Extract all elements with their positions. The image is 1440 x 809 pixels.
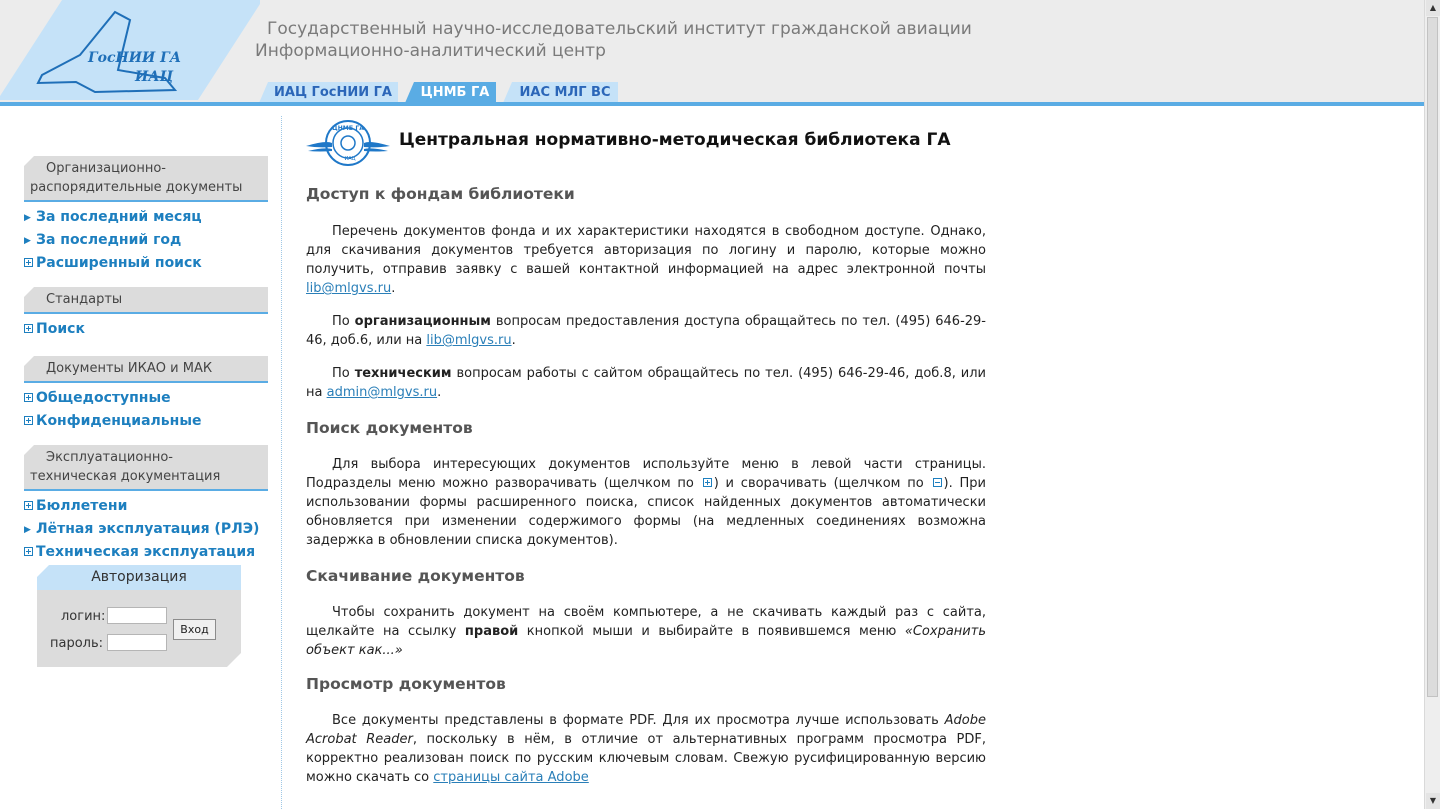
- tab-cnmb[interactable]: [414, 82, 496, 103]
- section-heading-view: Просмотр документов: [306, 675, 506, 693]
- gosnii-logo[interactable]: [0, 0, 260, 104]
- download-paragraph: Чтобы сохранить документ на своём компьютере, а не скачивать каждый раз с сайта, щелкайте на ссылку правой кнопкой мыши и выбирайте в появившемся меню «Сохранить объект как...»: [306, 605, 986, 658]
- plus-box-icon[interactable]: [24, 547, 33, 556]
- sidebar-item-tech-ops[interactable]: Техническая эксплуатация: [24, 541, 268, 564]
- sidebar-item-bulletins[interactable]: Бюллетени: [24, 495, 268, 518]
- arrow-right-icon: ▶: [24, 525, 31, 535]
- section-header: [24, 156, 268, 202]
- sidebar-item-public[interactable]: Общедоступные: [24, 387, 268, 410]
- adobe-link[interactable]: страницы сайта Adobe: [433, 770, 589, 785]
- access-paragraph-1: Перечень документов фонда и их характеристики находятся в свободном доступе. Однако, для скачивания документов требуется авторизация по логину и паролю, которые можно получить, отправив заявку с вашей контактной информацией на адрес электронной почты lib@mlgvs.ru.: [306, 224, 986, 296]
- cnmb-emblem-icon: [306, 116, 390, 168]
- access-paragraph-2: По организационным вопросам предоставления доступа обращайтесь по тел. (495) 646-29-46, доб.6, или на lib@mlgvs.ru.: [306, 314, 986, 348]
- collapse-minus-icon: [933, 478, 942, 487]
- sidebar-item-confidential[interactable]: Конфиденциальные: [24, 410, 268, 433]
- auth-title: Авторизация: [37, 565, 241, 590]
- password-input[interactable]: [107, 634, 167, 651]
- arrow-right-icon: ▶: [24, 213, 31, 223]
- section-title: техническая документация: [30, 469, 221, 484]
- sidebar-section-tech-docs: [24, 445, 268, 564]
- header-accent-line: [0, 102, 1424, 106]
- vertical-scrollbar[interactable]: [1424, 0, 1440, 809]
- sidebar-item-last-year[interactable]: ▶ За последний год: [24, 229, 268, 252]
- sidebar: [24, 156, 268, 564]
- arrow-right-icon: ▶: [24, 236, 31, 246]
- sidebar-section-standards: [24, 287, 268, 341]
- access-paragraph-3: По техническим вопросам работы с сайтом обращайтесь по тел. (495) 646-29-46, доб.8, или на admin@mlgvs.ru.: [306, 366, 986, 400]
- section-title: Эксплуатационно-: [46, 450, 173, 465]
- page-title: Центральная нормативно-методическая библиотека ГА: [399, 130, 951, 150]
- sidebar-item-advanced-search[interactable]: Расширенный поиск: [24, 252, 268, 275]
- section-heading-search: Поиск документов: [306, 419, 473, 437]
- login-label: логин:: [61, 609, 106, 624]
- section-header: [24, 445, 268, 491]
- email-link-lib[interactable]: lib@mlgvs.ru: [306, 281, 392, 296]
- header-title-line2: Информационно-аналитический центр: [255, 41, 606, 61]
- plus-box-icon[interactable]: [24, 393, 33, 402]
- section-heading-access: Доступ к фондам библиотеки: [306, 185, 575, 203]
- plus-box-icon[interactable]: [24, 501, 33, 510]
- plus-box-icon[interactable]: [24, 324, 33, 333]
- section-title: Документы ИКАО и МАК: [46, 361, 213, 376]
- tab-iac-gosnii[interactable]: [268, 82, 398, 103]
- header-title-line1: Государственный научно-исследовательский институт гражданской авиации: [267, 19, 972, 39]
- login-input[interactable]: [107, 607, 167, 624]
- svg-text:ИАЦ: ИАЦ: [135, 69, 174, 85]
- sidebar-item-search[interactable]: Поиск: [24, 318, 268, 341]
- auth-panel: [37, 565, 241, 667]
- login-button[interactable]: Вход: [173, 619, 216, 640]
- tab-label: ИАС МЛГ ВС: [519, 85, 611, 100]
- search-paragraph: Для выбора интересующих документов используйте меню в левой части страницы. Подразделы меню можно разворачивать (щелчком по ) и сворачивать (щелчком по ). При использовании формы расширенного поиска, список найденных документов автоматически обновляется при изменении содержимого формы (на медленных соединениях возможна задержка в обновлении списка документов).: [306, 457, 987, 548]
- tab-label: ИАЦ ГосНИИ ГА: [274, 85, 392, 100]
- tab-ias-mlg[interactable]: [512, 82, 618, 103]
- email-link-lib-2[interactable]: lib@mlgvs.ru: [426, 333, 512, 348]
- column-divider: [281, 116, 282, 809]
- email-link-admin[interactable]: admin@mlgvs.ru: [326, 385, 438, 400]
- sidebar-item-flight-ops[interactable]: ▶ Лётная эксплуатация (РЛЭ): [24, 518, 268, 541]
- section-heading-download: Скачивание документов: [306, 567, 525, 585]
- section-title: Стандарты: [46, 292, 123, 307]
- svg-text:ГосНИИ ГА: ГосНИИ ГА: [88, 50, 182, 66]
- expand-plus-icon: [703, 478, 712, 487]
- svg-text:ИАЦ: ИАЦ: [344, 156, 356, 162]
- scroll-down-arrow-icon[interactable]: ▼: [1426, 793, 1440, 809]
- password-label: пароль:: [50, 636, 104, 651]
- scroll-up-arrow-icon[interactable]: ▲: [1426, 0, 1440, 16]
- sidebar-section-org-docs: [24, 156, 268, 275]
- section-header: [24, 287, 268, 314]
- svg-text:ЦНМБ ГА: ЦНМБ ГА: [332, 125, 364, 132]
- sidebar-item-last-month[interactable]: ▶ За последний месяц: [24, 206, 268, 229]
- section-title: распорядительные документы: [30, 180, 243, 195]
- sidebar-section-icao: [24, 356, 268, 433]
- section-header: [24, 356, 268, 383]
- plus-box-icon[interactable]: [24, 258, 33, 267]
- view-paragraph: Все документы представлены в формате PDF. Для их просмотра лучше использовать Adobe Acrobat Reader, поскольку в нём, в отличие от альтернативных программ просмотра PDF, корректно реализован поиск по русским ключевым словам. Свежую русифицированную версию можно скачать со страницы сайта Adobe: [306, 713, 986, 785]
- plus-box-icon[interactable]: [24, 416, 33, 425]
- scrollbar-thumb[interactable]: [1427, 17, 1438, 697]
- tab-label: ЦНМБ ГА: [420, 85, 490, 100]
- section-title: Организационно-: [46, 161, 167, 176]
